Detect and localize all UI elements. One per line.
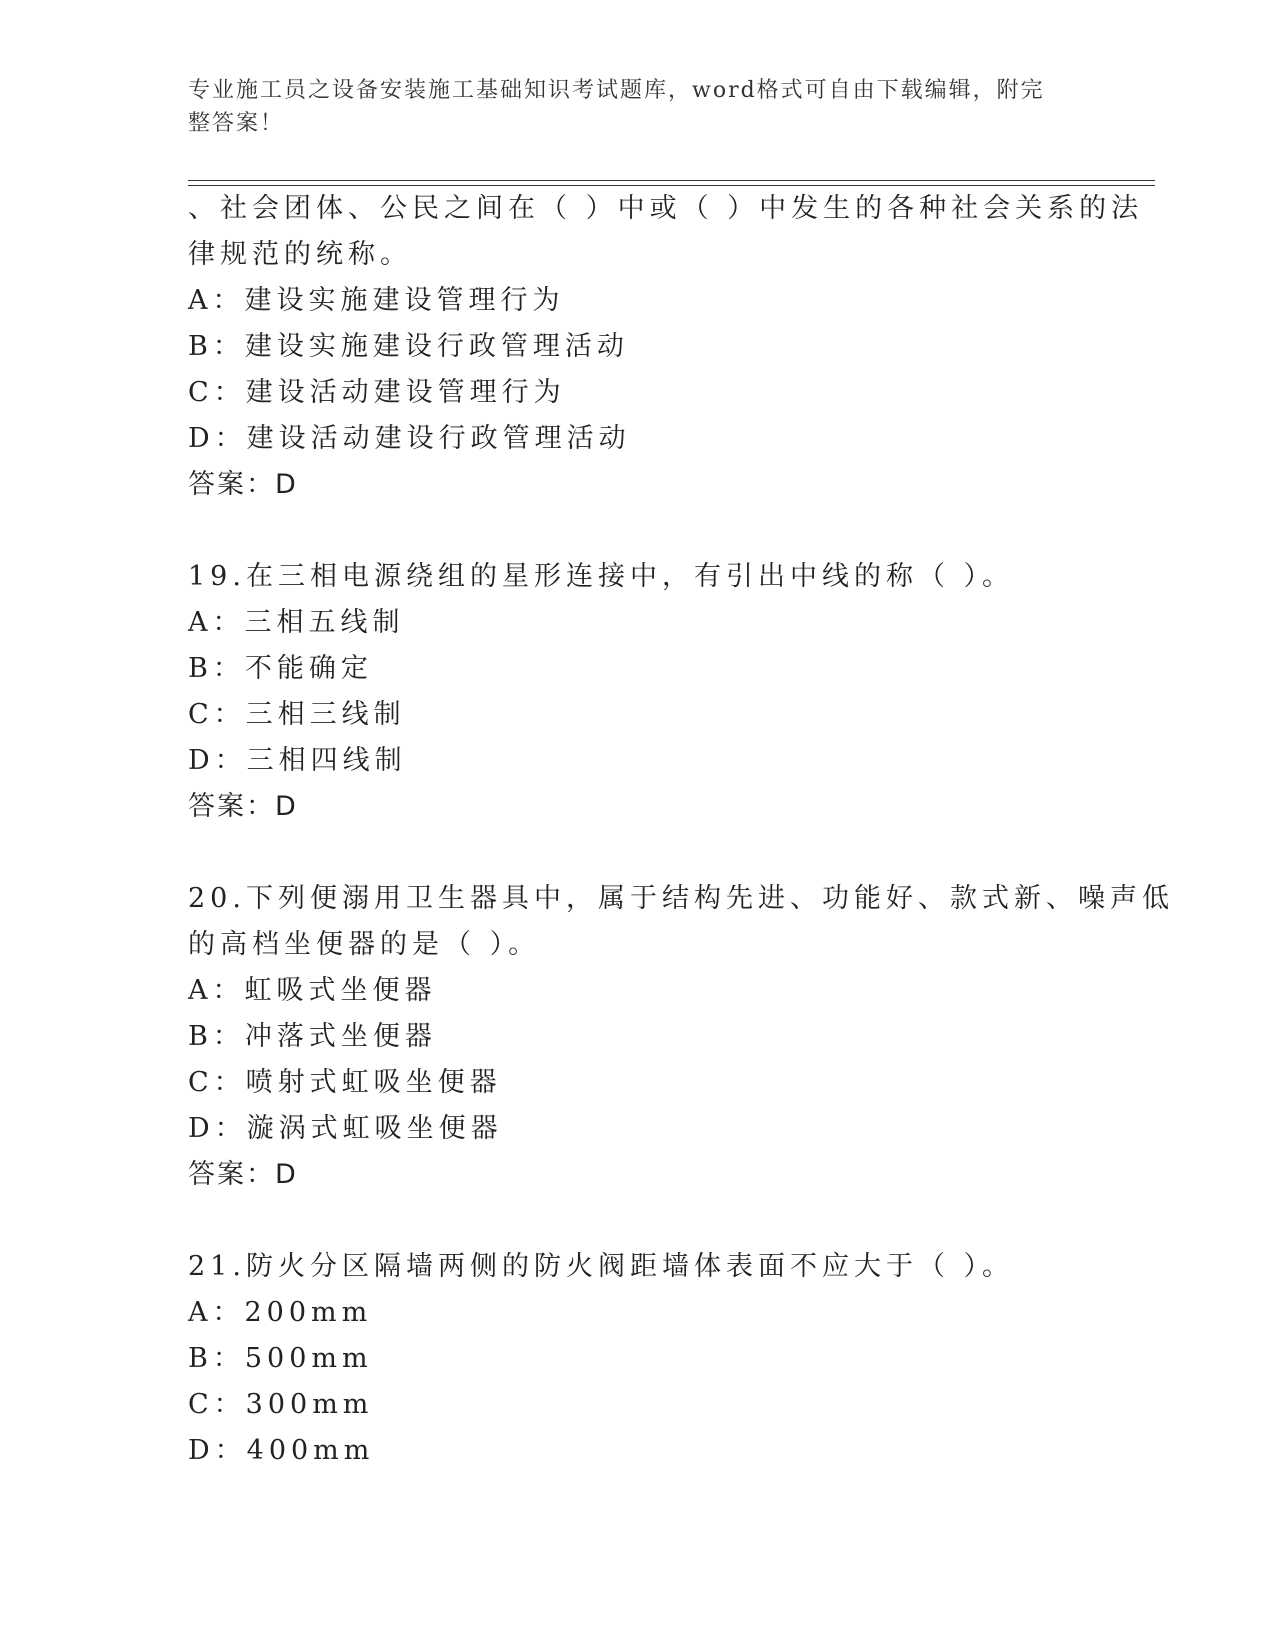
question-stem-line: 21.防火分区隔墙两侧的防火阀距墙体表面不应大于（ ）。 (188, 1251, 1015, 1282)
answer-line: 答案：D (188, 469, 298, 500)
option-a: A：200mm (188, 1297, 373, 1328)
option-b: B：建设实施建设行政管理活动 (188, 331, 629, 362)
option-b: B：不能确定 (188, 653, 373, 684)
question-19 (188, 554, 1088, 830)
option-b: B：500mm (188, 1343, 373, 1374)
option-d: D：漩涡式虹吸坐便器 (188, 1113, 503, 1144)
option-c: C：建设活动建设管理行为 (188, 377, 566, 408)
question-spacer (188, 508, 1088, 554)
header-divider-top (188, 180, 1155, 181)
question-20 (188, 876, 1174, 1198)
answer-line: 答案：D (188, 1159, 298, 1190)
option-d: D：三相四线制 (188, 745, 407, 776)
option-d: D：建设活动建设行政管理活动 (188, 423, 631, 454)
question-spacer (188, 1198, 1088, 1244)
question-spacer (188, 830, 1088, 876)
option-a: A：建设实施建设管理行为 (188, 285, 565, 316)
question-stem-line: 19.在三相电源绕组的星形连接中，有引出中线的称（ ）。 (188, 561, 1015, 592)
question-stem-line: 的高档坐便器的是（ ）。 (188, 929, 541, 960)
header-line-1: 专业施工员之设备安装施工基础知识考试题库，word格式可自由下载编辑，附完 (188, 78, 1045, 103)
answer-line: 答案：D (188, 791, 298, 822)
question-stem-line: 律规范的统称。 (188, 239, 412, 270)
document-header (188, 74, 1068, 140)
question-18 (188, 186, 1144, 508)
option-d: D：400mm (188, 1435, 375, 1466)
option-a: A：虹吸式坐便器 (188, 975, 437, 1006)
option-c: C：三相三线制 (188, 699, 406, 730)
header-line-2: 整答案！ (188, 111, 285, 136)
option-a: A：三相五线制 (188, 607, 405, 638)
question-stem-line: 20.下列便溺用卫生器具中，属于结构先进、功能好、款式新、噪声低 (188, 883, 1174, 914)
question-21 (188, 1244, 1088, 1474)
option-b: B：冲落式坐便器 (188, 1021, 437, 1052)
option-c: C：喷射式虹吸坐便器 (188, 1067, 502, 1098)
question-stem-line: 、社会团体、公民之间在（ ）中或（ ）中发生的各种社会关系的法 (188, 193, 1144, 224)
question-list (188, 186, 1174, 1474)
option-c: C：300mm (188, 1389, 374, 1420)
